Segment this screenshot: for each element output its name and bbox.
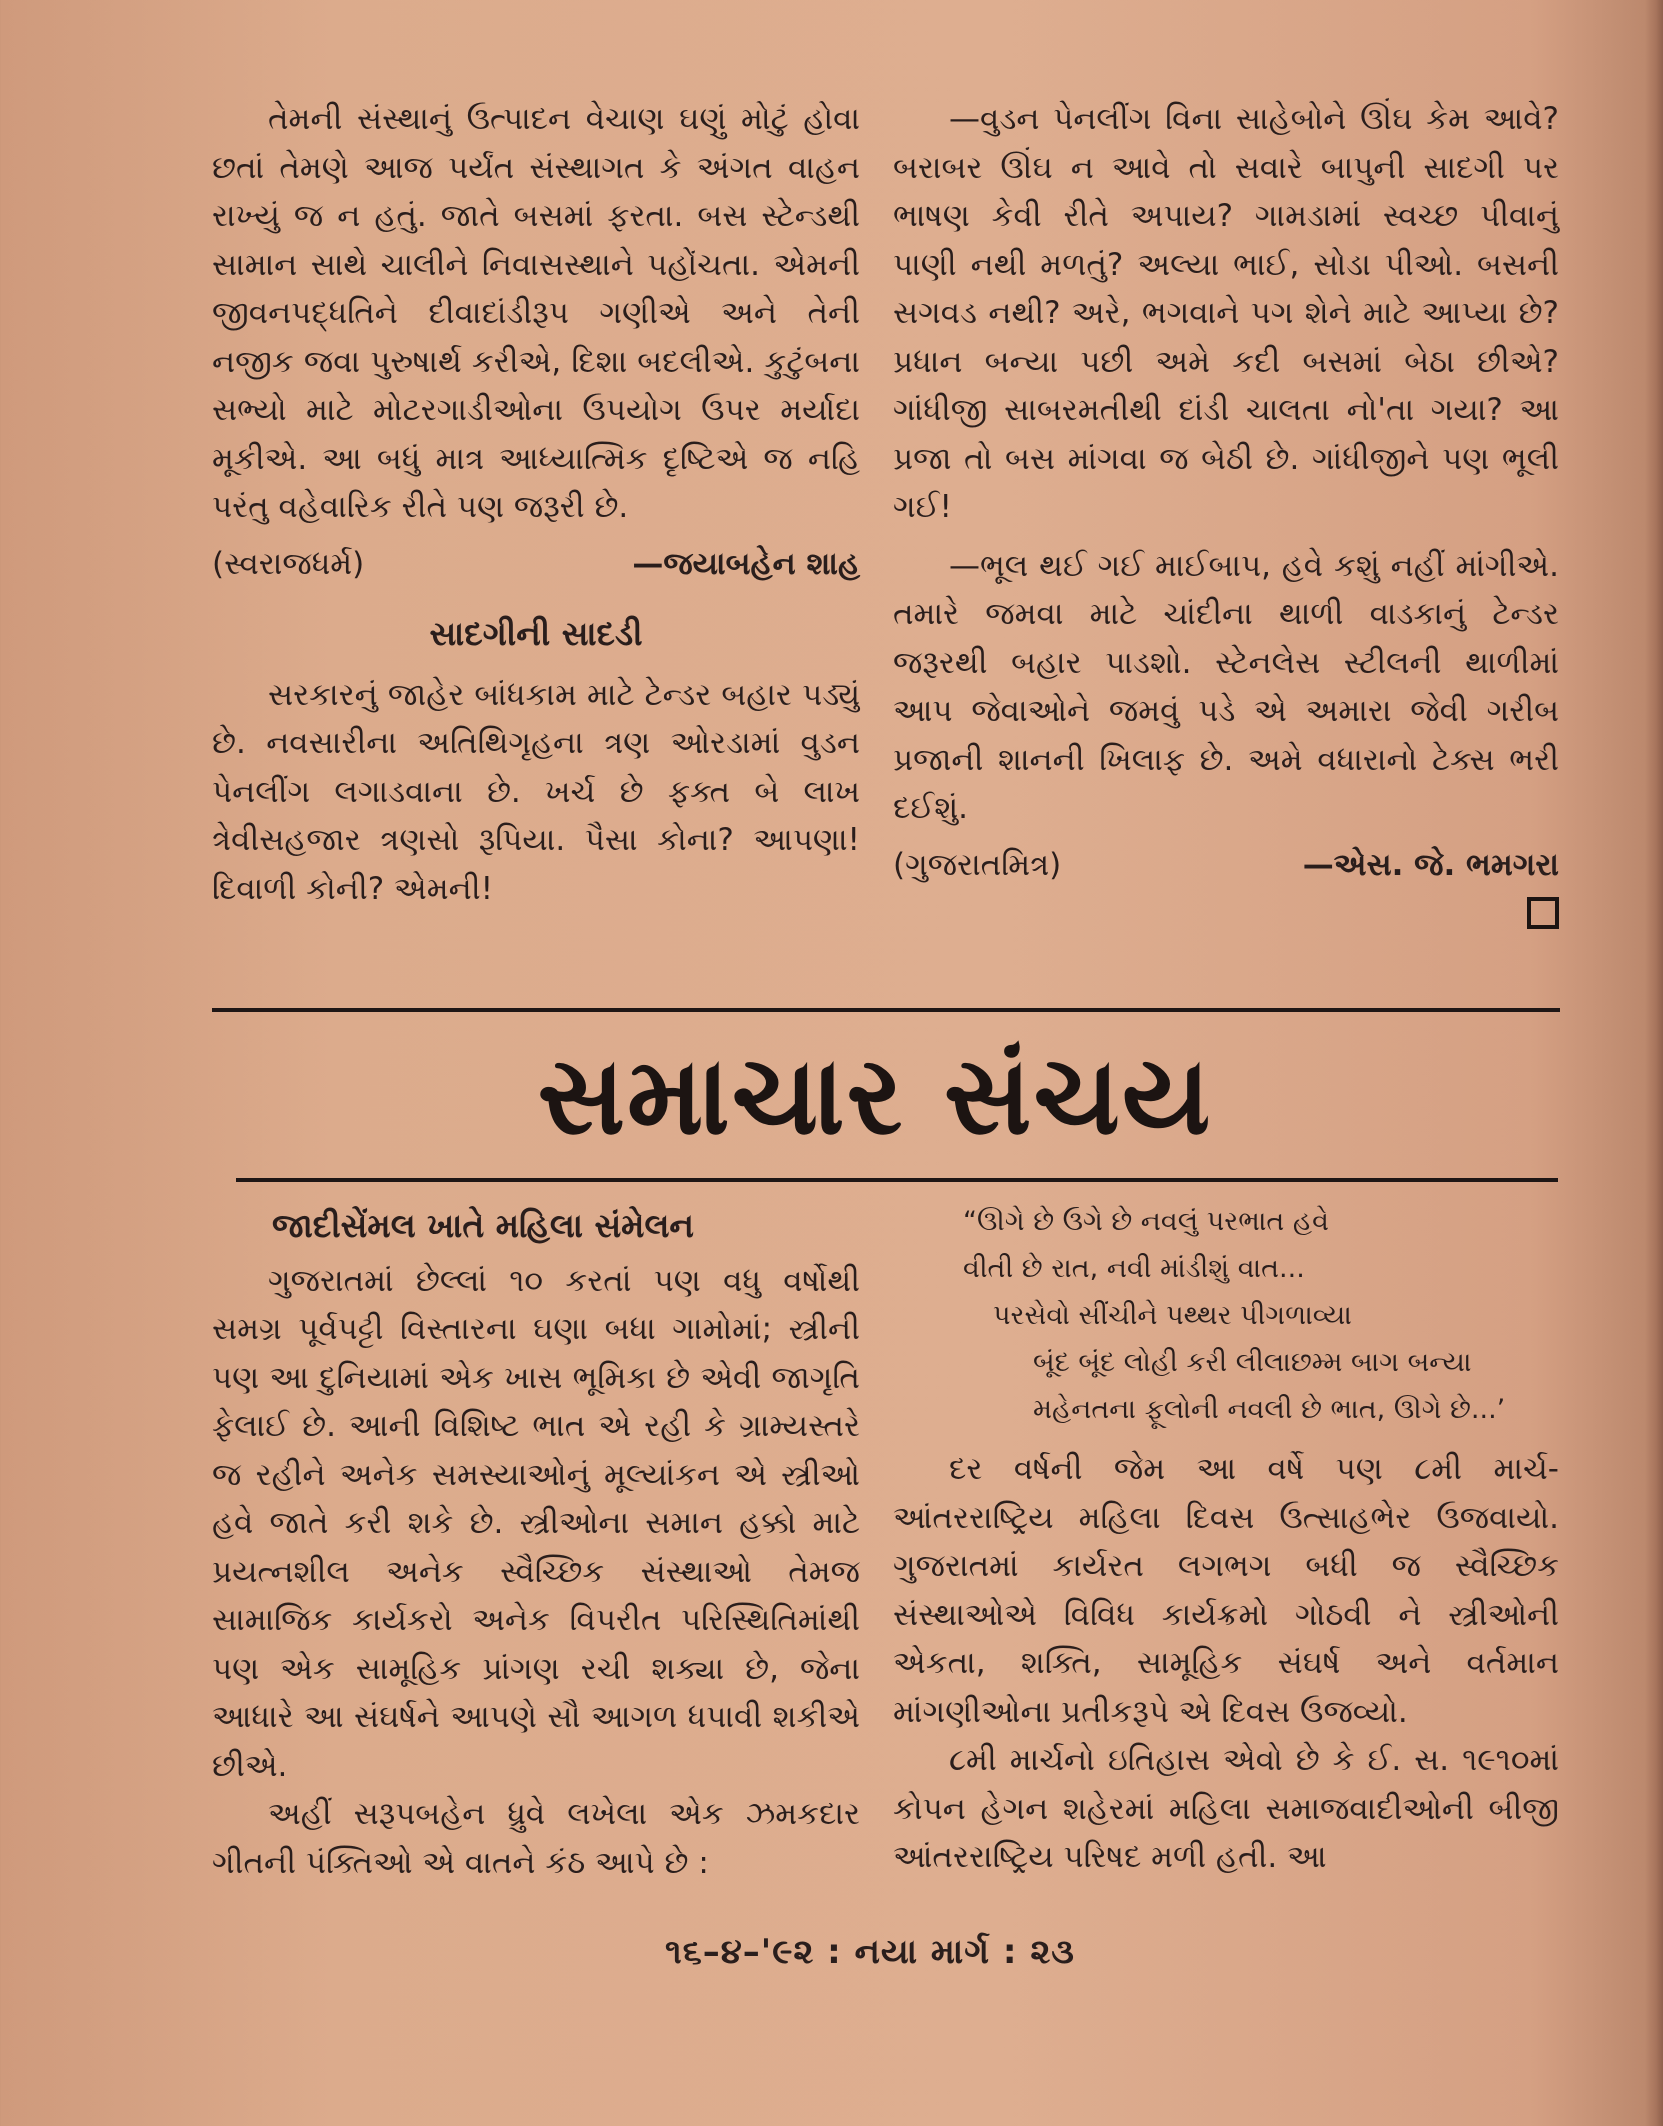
section-divider-top	[212, 1008, 1560, 1012]
top-right-column	[893, 95, 1559, 944]
article-heading: જાદીસેંમલ ખાતે મહિલા સંમેલન	[272, 1206, 695, 1245]
poem-block	[893, 1198, 1559, 1433]
bottom-right-paragraph-2: ૮મી માર્ચનો ઇતિહાસ એવો છે કે ઈ. સ. ૧૯૧૦માં કોપન હેગન શહેરમાં મહિલા સમાજવાદીઓની બીજી આંતરરાષ્ટ્રિય પરિષદ મળી હતી. આ	[893, 1742, 1559, 1875]
source-gujaratmitra: (ગુજરાતમિત્ર)	[893, 846, 1062, 883]
author-bhamgara: —એસ. જે. ભમગરા	[1302, 846, 1559, 883]
top-right-paragraph-2: —ભૂલ થઈ ગઈ માઈબાપ, હવે કશું નહીં માંગીએ. તમારે જમવા માટે ચાંદીના થાળી વાડકાનું ટેન્ડર જરૂરથી બહાર પાડશો. સ્ટેનલેસ સ્ટીલની થાળીમાં આપ જેવાઓને જમવું પડે એ અમારા જેવી ગરીબ પ્રજાની શાનની ખિલાફ છે. અમે વધારાનો ટેક્સ ભરી દઈશું.	[893, 547, 1559, 826]
bottom-left-paragraph-1: ગુજરાતમાં છેલ્લાં ૧૦ કરતાં પણ વધુ વર્ષોથી સમગ્ર પૂર્વપટ્ટી વિસ્તારના ઘણા બધા ગામોમાં; સ્ત્રીની પણ આ દુનિયામાં એક ખાસ ભૂમિકા છે એવી જાગૃતિ ફેલાઈ છે. આની વિશિષ્ટ ભાત એ રહી કે ગ્રામ્યસ્તરે જ રહીને અનેક સમસ્યાઓનું મૂલ્યાંકન એ સ્ત્રીઓ હવે જાતે કરી શકે છે. સ્ત્રીઓના સમાન હક્કો માટે પ્રયત્નશીલ અનેક સ્વૈચ્છિક સંસ્થાઓ તેમજ સામાજિક કાર્યકરો અનેક વિપરીત પરિસ્થિતિમાંથી પણ એક સામૂહિક પ્રાંગણ રચી શક્યા છે, જેના આધારે આ સંઘર્ષને આપણે સૌ આગળ ધપાવી શકીએ છીએ.	[212, 1262, 860, 1784]
top-left-paragraph: તેમની સંસ્થાનું ઉત્પાદન વેચાણ ઘણું મોટું હોવા છતાં તેમણે આજ પર્યંત સંસ્થાગત કે અંગત વાહન રાખ્યું જ ન હતું. જાતે બસમાં ફરતા. બસ સ્ટેન્ડથી સામાન સાથે ચાલીને નિવાસસ્થાને પહોંચતા. એમની જીવનપદ્ધતિને દીવાદાંડીરૂપ ગણીએ અને તેની નજીક જવા પુરુષાર્થ કરીએ, દિશા બદલીએ. કુટુંબના સભ્યો માટે મોટરગાડીઓના ઉપયોગ ઉપર મર્યાદા મૂકીએ. આ બધું માત્ર આધ્યાત્મિક દૃષ્ટિએ જ નહિ પરંતુ વહેવારિક રીતે પણ જરૂરી છે.	[212, 101, 860, 525]
bottom-left-column	[212, 1198, 860, 1887]
subheading-sadgi: સાદગીની સાદડી	[429, 614, 643, 653]
source-swarajdharm: (સ્વરાજધર્મ)	[212, 545, 365, 582]
top-left-paragraph-2: સરકારનું જાહેર બાંધકામ માટે ટેન્ડર બહાર પડ્યું છે. નવસારીના અતિથિગૃહના ત્રણ ઓરડામાં વુડન પેનલીંગ લગાડવાના છે. ખર્ચ છે ફક્ત બે લાખ ત્રેવીસહજાર ત્રણસો રૂપિયા. પૈસા કોના? આપણા! દિવાળી કોની? એમની!	[212, 676, 860, 907]
top-right-paragraph-1: —વુડન પેનલીંગ વિના સાહેબોને ઊંઘ કેમ આવે? બરાબર ઊંઘ ન આવે તો સવારે બાપુની સાદગી પર ભાષણ કેવી રીતે અપાય? ગામડામાં સ્વચ્છ પીવાનું પાણી નથી મળતું? અલ્યા ભાઈ, સોડા પીઓ. બસની સગવડ નથી? અરે, ભગવાને પગ શેને માટે આપ્યા છે? પ્રધાન બન્યા પછી અમે કદી બસમાં બેઠા છીએ? ગાંધીજી સાબરમતીથી દાંડી ચાલતા નો'તા ગયા? આ પ્રજા તો બસ માંગવા જ બેઠી છે. ગાંધીજીને પણ ભૂલી ગઈ!	[893, 101, 1559, 525]
square-end-mark-icon	[1527, 897, 1559, 929]
top-left-signature	[212, 540, 860, 589]
poem-line: મહેનતના ફૂલોની નવલી છે ભાત, ઊગે છે...’	[1033, 1394, 1506, 1425]
bottom-right-paragraph-1: દર વર્ષની જેમ આ વર્ષે પણ ૮મી માર્ચ-આંતરરાષ્ટ્રિય મહિલા દિવસ ઉત્સાહભેર ઉજવાયો. ગુજરાતમાં કાર્યરત લગભગ બધી જ સ્વૈચ્છિક સંસ્થાઓએ વિવિધ કાર્યક્રમો ગોઠવી ને સ્ત્રીઓની એકતા, શક્તિ, સામૂહિક સંઘર્ષ અને વર્તમાન માંગણીઓના પ્રતીકરૂપે એ દિવસ ઉજવ્યો.	[893, 1451, 1559, 1730]
author-jayabahen: —જયાબહેન શાહ	[632, 545, 860, 582]
top-left-column	[212, 95, 860, 913]
poem-line: “ઊગે છે ઉગે છે નવલું પરભાત હવે	[963, 1206, 1329, 1237]
bottom-right-column	[893, 1198, 1559, 1882]
bottom-left-paragraph-2: અહીં સરૂપબહેન ધ્રુવે લખેલા એક ઝમકદાર ગીતની પંક્તિઓ એ વાતને કંઠ આપે છે :	[212, 1796, 860, 1881]
poem-line: પરસેવો સીંચીને પથ્થર પીગળાવ્યા	[993, 1300, 1352, 1331]
poem-line: વીતી છે રાત, નવી માંડીશું વાત...	[963, 1253, 1305, 1284]
page-footer: ૧૬–૪–'૯૨ : નયા માર્ગ : ૨૩	[665, 1932, 1075, 1972]
top-right-signature	[893, 841, 1559, 890]
section-divider-bottom	[236, 1178, 1558, 1182]
poem-line: બૂંદ બૂંદ લોહી કરી લીલાછમ્મ બાગ બન્યા	[1033, 1347, 1472, 1378]
section-banner-title: સમાચાર સંચય	[537, 1034, 1213, 1159]
